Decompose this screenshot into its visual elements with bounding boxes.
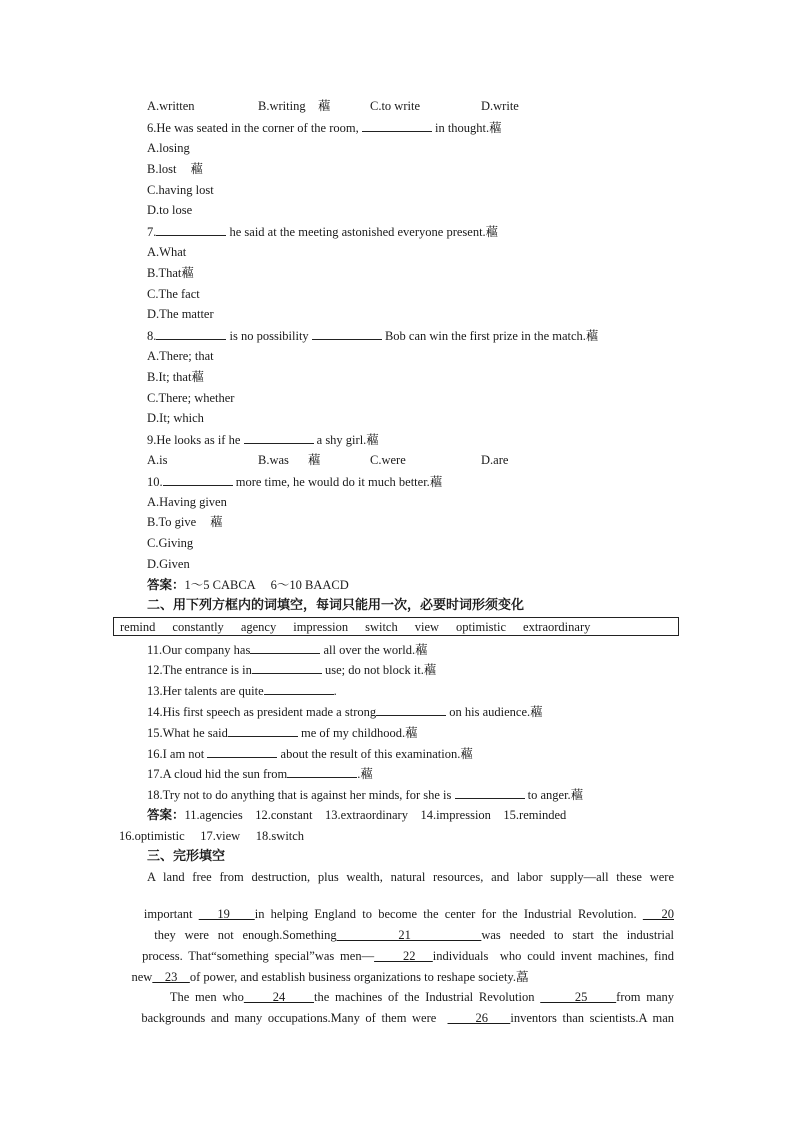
question-6	[147, 119, 502, 136]
q10-blank[interactable]	[163, 473, 233, 486]
blank-19[interactable]: 19	[198, 907, 255, 921]
q8-blank-2[interactable]	[312, 327, 382, 340]
q12-blank[interactable]	[252, 661, 322, 674]
q8-blank-1[interactable]	[156, 327, 226, 340]
q6-option-b[interactable]: B.lost 藲	[147, 162, 204, 176]
q11-blank[interactable]	[250, 641, 320, 654]
q9-option-a[interactable]: A.is	[147, 453, 168, 467]
cloze-para1-line5: new 23 of power, and establish business organizations to reshape society.藠	[131, 970, 529, 984]
q8-mark: 藲	[585, 329, 599, 343]
q8-option-b[interactable]: B.It; that藲	[147, 370, 204, 384]
word-bank-item: remind	[120, 620, 156, 634]
q13-blank[interactable]	[264, 682, 334, 695]
q8-stem-mid: is no possibility	[226, 329, 312, 343]
word-bank-item: constantly	[172, 620, 224, 634]
blank-25[interactable]: 25	[540, 990, 617, 1004]
q9-blank[interactable]	[244, 431, 314, 444]
q7-option-b[interactable]: B.That藲	[147, 266, 194, 280]
word-bank-item: impression	[293, 620, 349, 634]
q7-stem-post: he said at the meeting astonished everyone present.	[226, 225, 486, 239]
q9-mark: 藲	[366, 433, 379, 447]
answer-key-2-cont: 16.optimistic 17.view 18.switch	[119, 829, 305, 843]
q6-blank[interactable]	[362, 119, 432, 132]
question-15: 15.What he said me of my childhood.藲	[147, 726, 418, 740]
cloze-para2-line2: backgrounds and many occupations.Many of them were 26 inventors than scientists.A man	[141, 1011, 674, 1025]
cloze-para1-line2: important 19 in helping England to become the center for the Industrial Revolution. 20	[143, 907, 674, 921]
q10-mark: 藲	[429, 475, 443, 489]
question-8	[147, 327, 598, 344]
blank-21[interactable]: 21	[336, 928, 482, 942]
blank-22[interactable]: 22	[374, 949, 433, 963]
q10-option-d[interactable]: D.Given	[147, 557, 190, 571]
answer-key-1	[147, 577, 349, 593]
q15-blank[interactable]	[228, 724, 298, 737]
q9-option-b[interactable]: B.was	[258, 453, 289, 467]
q5-mark: 藲	[318, 99, 331, 113]
q9-stem-post: a shy girl.	[313, 433, 367, 447]
answer-label: 答案：	[147, 577, 185, 592]
word-bank-item: view	[414, 620, 440, 634]
q7-option-c[interactable]: C.The fact	[147, 287, 200, 301]
blank-20[interactable]: 20	[642, 907, 674, 921]
question-18: 18.Try not to do anything that is against her minds, for she is to anger.藲	[147, 788, 584, 802]
q9-stem-pre: 9.He looks as if he	[147, 433, 244, 447]
q8-option-d[interactable]: D.It; which	[147, 411, 204, 425]
q7-option-d[interactable]: D.The matter	[147, 307, 214, 321]
word-bank-box	[113, 617, 679, 636]
question-13: 13.Her talents are quite .	[147, 684, 337, 698]
blank-26[interactable]: 26	[447, 1011, 511, 1025]
question-17: 17.A cloud hid the sun from .藲	[147, 767, 373, 781]
question-7	[147, 223, 498, 240]
word-bank-item: agency	[240, 620, 277, 634]
q5-option-c[interactable]: C.to write	[370, 99, 420, 113]
cloze-para2-line1: The men who 24 the machines of the Industrial Revolution 25 from many	[169, 990, 674, 1004]
blank-24[interactable]: 24	[243, 990, 315, 1004]
section-3-title: 三、完形填空	[147, 849, 226, 864]
cloze-para1-line4: process. That“something special”was men— 22 individuals who could invent machines, find	[142, 949, 675, 963]
q5-option-b[interactable]: B.writing	[258, 99, 306, 113]
cloze-para1-line1: A land free from destruction, plus wealth, natural resources, and labor supply—all these were	[147, 870, 674, 884]
q18-blank[interactable]	[455, 786, 525, 799]
q8-option-a[interactable]: A.There; that	[147, 349, 214, 363]
q6-option-a[interactable]: A.losing	[147, 141, 190, 155]
answer-label: 答案：	[147, 807, 185, 822]
question-9	[147, 431, 379, 448]
question-14: 14.His first speech as president made a strong on his audience.藲	[147, 705, 543, 719]
answer-key-2: 答案：11.agencies 12.constant 13.extraordinary 14.impression 15.reminded	[147, 807, 567, 822]
question-11: 11.Our company has all over the world.藲	[147, 643, 428, 657]
word-bank-item: extraordinary	[523, 620, 591, 634]
word-bank-item: switch	[365, 620, 398, 634]
blank-23[interactable]: 23	[152, 970, 190, 984]
q9-option-d[interactable]: D.are	[481, 453, 509, 467]
q6-option-c[interactable]: C.having lost	[147, 183, 214, 197]
q10-stem-post: more time, he would do it much better.	[232, 475, 430, 489]
q8-stem-pre: 8.	[147, 329, 157, 343]
word-bank-item: optimistic	[456, 620, 507, 634]
q6-stem-pre: 6.He was seated in the corner of the room,	[147, 121, 362, 135]
answer-text: 1～5 CABCA 6～10 BAACD	[184, 578, 349, 592]
q14-blank[interactable]	[376, 703, 446, 716]
q10-option-b[interactable]: B.To give 藲	[147, 515, 223, 529]
q5-option-d[interactable]: D.write	[481, 99, 519, 113]
q5-options	[147, 98, 519, 114]
q7-option-a[interactable]: A.What	[147, 245, 187, 259]
q10-option-c[interactable]: C.Giving	[147, 536, 194, 550]
q8-stem-post: Bob can win the first prize in the match.	[381, 329, 586, 343]
cloze-para1-line3: they were not enough.Something 21 was needed to start the industrial	[154, 928, 675, 942]
q17-blank[interactable]	[287, 765, 357, 778]
q16-blank[interactable]	[207, 745, 277, 758]
question-16: 16.I am not about the result of this examination.藲	[147, 747, 473, 761]
q7-blank[interactable]	[156, 223, 226, 236]
question-10	[147, 473, 442, 490]
q10-stem-pre: 10.	[147, 475, 163, 489]
q6-stem-post: in thought.	[431, 121, 490, 135]
q6-option-d[interactable]: D.to lose	[147, 203, 193, 217]
q9-option-c[interactable]: C.were	[370, 453, 406, 467]
section-2-title: 二、用下列方框内的词填空，每词只能用一次，必要时词形须变化	[147, 598, 525, 613]
q10-option-a[interactable]: A.Having given	[147, 495, 227, 509]
question-12: 12.The entrance is in use; do not block it.藲	[147, 663, 437, 677]
q9-options	[147, 452, 508, 468]
q6-mark: 藲	[489, 121, 502, 135]
q8-option-c[interactable]: C.There; whether	[147, 391, 235, 405]
q7-stem-pre: 7.	[147, 225, 157, 239]
q9-mark-inline: 藲	[308, 453, 321, 467]
q5-option-a[interactable]: A.written	[147, 99, 195, 113]
q7-mark: 藲	[485, 225, 499, 239]
